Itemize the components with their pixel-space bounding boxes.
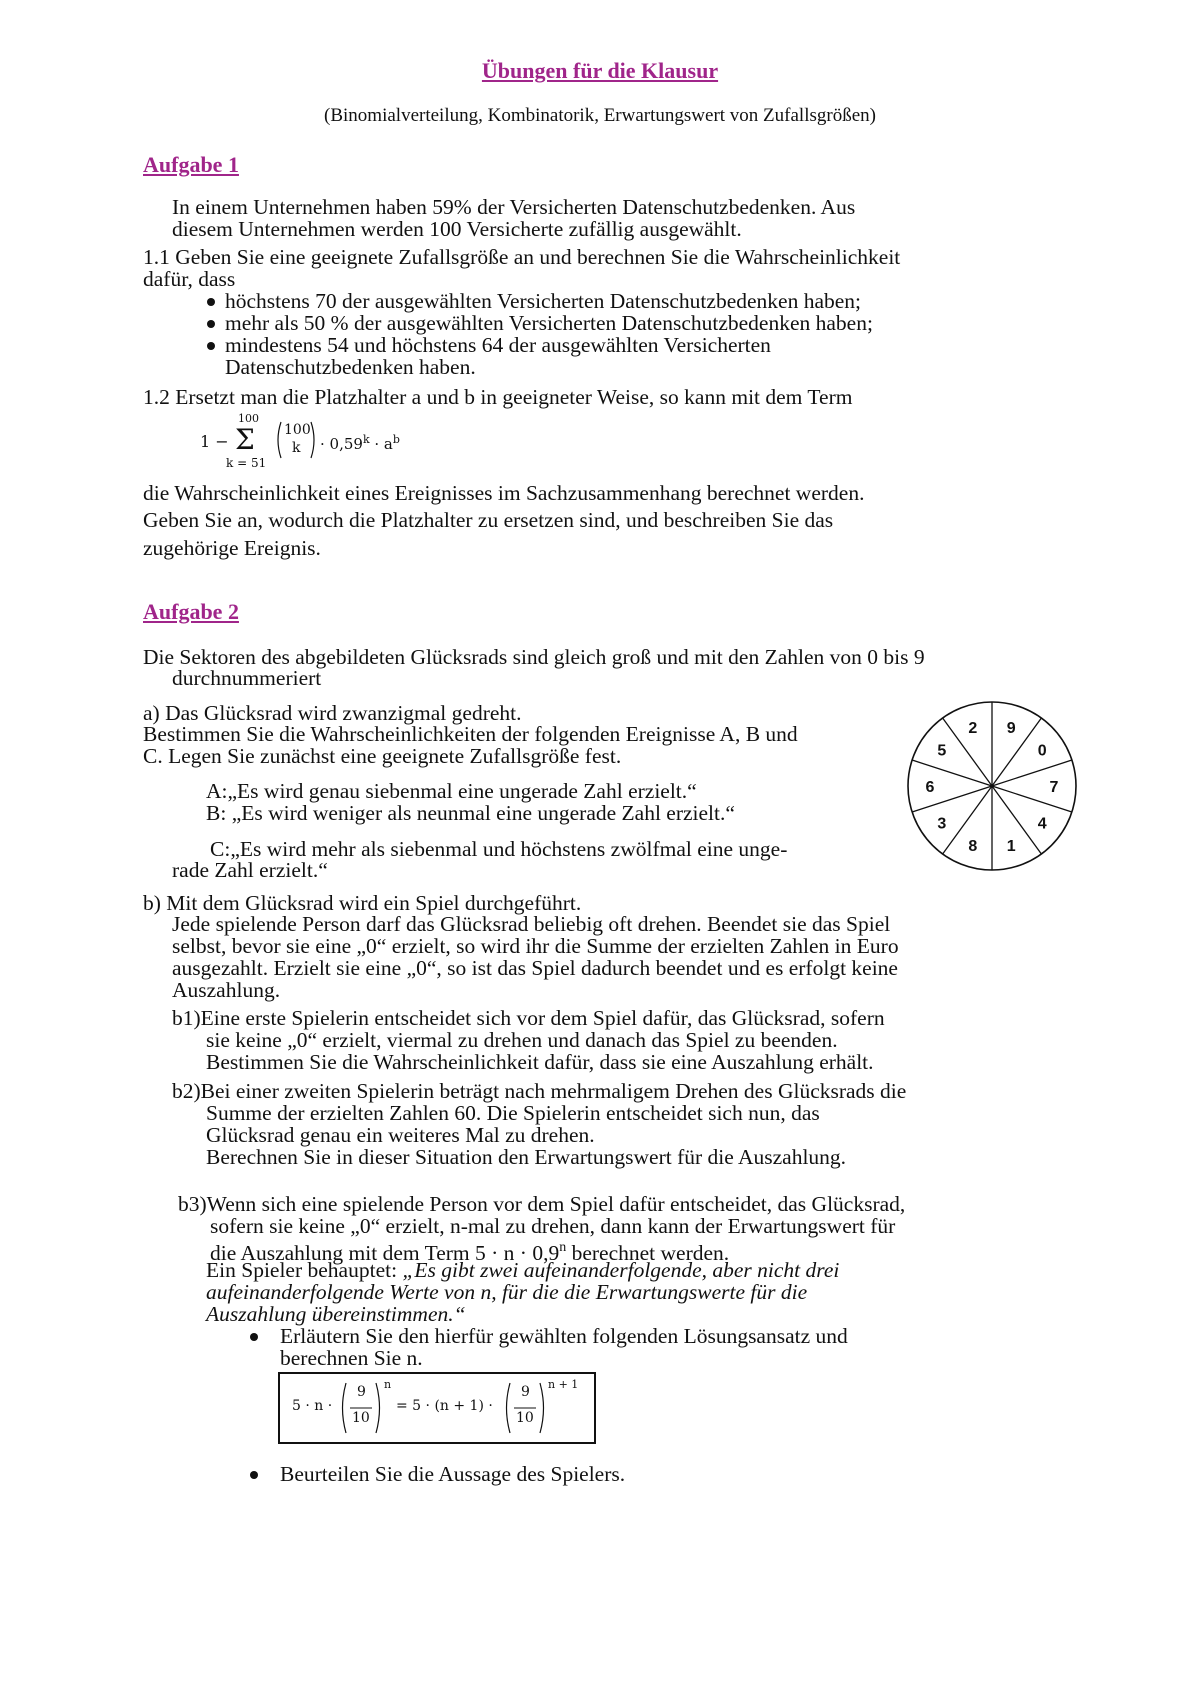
- formula-lower-bound: k = 51: [226, 456, 267, 470]
- part-a-line-3: C. Legen Sie zunächst eine geeignete Zufallsgröße fest.: [143, 744, 622, 768]
- bullet-explain-line-2: berechnen Sie n.: [280, 1346, 423, 1370]
- part-b1-line-2: sie keine „0“ erzielt, viermal zu drehen und danach das Spiel zu beenden.: [206, 1028, 838, 1052]
- page-title: Übungen für die Klausur: [481, 58, 719, 83]
- bullet-icon: [250, 1471, 258, 1479]
- part-b2-line-1: b2)Bei einer zweiten Spielerin beträgt nach mehrmaligem Drehen des Glücksrads die: [172, 1079, 907, 1103]
- task-1-intro-line-2: diesem Unternehmen werden 100 Versicherte zufällig ausgewählt.: [172, 217, 742, 241]
- bullet-icon: [207, 320, 215, 328]
- event-c-line-1: C:„Es wird mehr als siebenmal und höchstens zwölfmal eine unge-: [210, 837, 788, 861]
- wheel-sector-number: 5: [937, 742, 947, 760]
- exponent-n-plus-1: n + 1: [548, 1378, 579, 1391]
- formula-rest: · $0,59^k \cdot a^b$: [320, 433, 400, 453]
- part-b2-line-3: Glücksrad genau ein weiteres Mal zu drehen.: [206, 1123, 595, 1147]
- equation-left: 5 · n ·: [292, 1398, 333, 1414]
- part-b-line-4: ausgezahlt. Erzielt sie eine „0“, so ist das Spiel dadurch beendet und es erfolgt keine: [172, 956, 898, 980]
- bullet-item-3-line-1: mindestens 54 und höchstens 64 der ausgewählten Versicherten: [225, 333, 771, 357]
- part-b3-line-3: die Auszahlung mit dem Term $5 \cdot n \cdot 0,9^n$ berechnet werden.: [210, 1240, 730, 1265]
- task-1-intro-line-1: In einem Unternehmen haben 59% der Versicherten Datenschutzbedenken. Aus: [172, 195, 856, 219]
- binomial-bottom: k: [292, 440, 301, 456]
- part-b1-line-1: b1)Eine erste Spielerin entscheidet sich vor dem Spiel dafür, das Glücksrad, sofern: [172, 1006, 885, 1030]
- task-2-intro-line-2: durchnummeriert: [172, 666, 322, 690]
- bullet-item-1: höchstens 70 der ausgewählten Versicherten Datenschutzbedenken haben;: [225, 289, 862, 313]
- equation-box: [278, 1372, 596, 1444]
- question-1-1-line-1: 1.1 Geben Sie eine geeignete Zufallsgröße an und berechnen Sie die Wahrscheinlichkeit: [143, 245, 901, 269]
- fraction-denominator: 10: [352, 1410, 370, 1426]
- bullet-icon: [207, 298, 215, 306]
- part-b3-line-5: aufeinanderfolgende Werte von n, für die die Erwartungswerte für die: [206, 1280, 808, 1304]
- fraction-numerator: 9: [357, 1384, 366, 1400]
- wheel-sector-number: 3: [937, 815, 947, 833]
- task-1-paragraph-line-2: Geben Sie an, wodurch die Platzhalter zu ersetzen sind, und beschreiben Sie das: [143, 508, 834, 532]
- part-b3-line-6: Auszahlung übereinstimmen.“: [206, 1302, 466, 1326]
- part-b-line-5: Auszahlung.: [172, 978, 281, 1002]
- fraction-denominator: 10: [516, 1410, 534, 1426]
- part-b3-line-1: b3)Wenn sich eine spielende Person vor dem Spiel dafür entscheidet, das Glücksrad,: [178, 1192, 906, 1216]
- part-b2-line-4: Berechnen Sie in dieser Situation den Erwartungswert für die Auszahlung.: [206, 1145, 847, 1169]
- formula-one-minus: 1 −: [200, 432, 229, 451]
- event-b: B: „Es wird weniger als neunmal eine ungerade Zahl erzielt.“: [206, 801, 735, 825]
- task-2-heading: Aufgabe 2: [143, 599, 239, 624]
- part-b-line-3: selbst, bevor sie eine „0“ erzielt, so wird ihr die Summe der erzielten Zahlen in Euro: [172, 934, 899, 958]
- task-2-intro-line-1: Die Sektoren des abgebildeten Glücksrads sind gleich groß und mit den Zahlen von 0 bis 9: [143, 645, 925, 669]
- task-1-heading: Aufgabe 1: [143, 152, 239, 177]
- wheel-sector-number: 1: [1006, 837, 1016, 855]
- task-1-paragraph-line-3: zugehörige Ereignis.: [143, 536, 321, 560]
- task-1-paragraph-line-1: die Wahrscheinlichkeit eines Ereignisses im Sachzusammenhang berechnet werden.: [143, 481, 865, 505]
- question-1-1-line-2: dafür, dass: [143, 267, 236, 291]
- bullet-explain-line-1: Erläutern Sie den hierfür gewählten folgenden Lösungsansatz und: [280, 1324, 848, 1348]
- bullet-icon: [250, 1333, 258, 1341]
- wheel-sector-number: 8: [968, 837, 978, 855]
- part-b3-line-4: Ein Spieler behauptet: „Es gibt zwei aufeinanderfolgende, aber nicht drei: [206, 1258, 840, 1282]
- wheel-sector-number: 2: [968, 720, 978, 738]
- part-a-line-2: Bestimmen Sie die Wahrscheinlichkeiten der folgenden Ereignisse A, B und: [143, 722, 798, 746]
- wheel-sector-number: 7: [1049, 779, 1059, 796]
- event-a: A:„Es wird genau siebenmal eine ungerade Zahl erzielt.“: [206, 779, 697, 803]
- wheel-sector-number: 9: [1006, 720, 1016, 738]
- page-subtitle: (Binomialverteilung, Kombinatorik, Erwartungswert von Zufallsgrößen): [324, 105, 876, 126]
- part-a-line-1: a) Das Glücksrad wird zwanzigmal gedreht.: [143, 701, 522, 725]
- part-b2-line-2: Summe der erzielten Zahlen 60. Die Spielerin entscheidet sich nun, das: [206, 1101, 820, 1125]
- sum-formula: [200, 412, 420, 470]
- wheel-of-fortune: [904, 698, 1080, 874]
- bullet-assess: Beurteilen Sie die Aussage des Spielers.: [280, 1462, 626, 1486]
- part-b3-line-2: sofern sie keine „0“ erzielt, n-mal zu drehen, dann kann der Erwartungswert für: [210, 1214, 896, 1238]
- question-1-2: 1.2 Ersetzt man die Platzhalter a und b in geeigneter Weise, so kann mit dem Term: [143, 385, 853, 409]
- wheel-sector-number: 4: [1037, 815, 1047, 833]
- part-b-line-1: b) Mit dem Glücksrad wird ein Spiel durchgeführt.: [143, 891, 582, 915]
- bullet-icon: [207, 342, 215, 350]
- equation-middle: = 5 · (n + 1) ·: [396, 1398, 493, 1414]
- formula-upper-bound: 100: [238, 412, 259, 425]
- exponent-n: n: [384, 1378, 392, 1391]
- binomial-top: 100: [284, 422, 311, 438]
- bullet-item-2: mehr als 50 % der ausgewählten Versicherten Datenschutzbedenken haben;: [225, 311, 873, 335]
- bullet-item-3-line-2: Datenschutzbedenken haben.: [225, 355, 476, 379]
- wheel-sector-number: 0: [1037, 742, 1047, 760]
- wheel-sector-number: 6: [925, 779, 935, 796]
- part-b1-line-3: Bestimmen Sie die Wahrscheinlichkeit dafür, dass sie eine Auszahlung erhält.: [206, 1050, 874, 1074]
- sigma-icon: Σ: [235, 423, 255, 456]
- fraction-numerator: 9: [521, 1384, 530, 1400]
- event-c-line-2: rade Zahl erzielt.“: [172, 858, 328, 882]
- part-b-line-2: Jede spielende Person darf das Glücksrad beliebig oft drehen. Beendet sie das Spiel: [172, 912, 891, 936]
